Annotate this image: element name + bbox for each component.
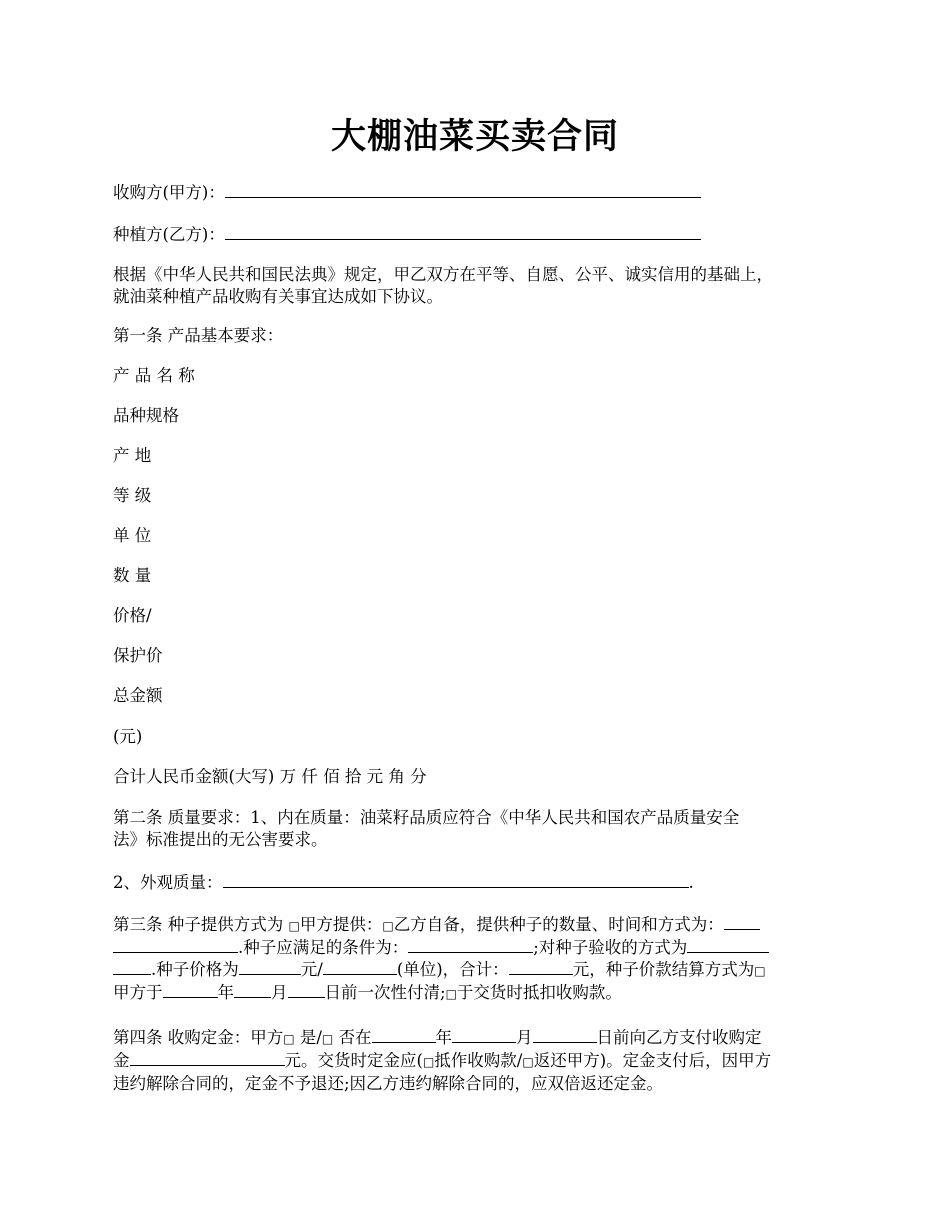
- article-3-text: 甲方于: [113, 983, 163, 1002]
- product-item: 总金额: [113, 686, 163, 705]
- seed-supply-blank[interactable]: [113, 937, 238, 953]
- checkbox-icon[interactable]: □: [522, 1055, 534, 1069]
- deposit-day-blank[interactable]: [533, 1027, 597, 1043]
- article-3-text: .种子价格为: [151, 960, 239, 979]
- appearance-end: .: [688, 873, 694, 892]
- product-item: 价格/: [113, 606, 152, 625]
- buyer-label: 收购方(甲方)：: [113, 183, 225, 202]
- checkbox-icon[interactable]: □: [422, 1055, 435, 1069]
- product-item: (元): [113, 727, 143, 746]
- deposit-month-blank[interactable]: [452, 1027, 516, 1043]
- product-item: 保护价: [113, 646, 163, 665]
- checkbox-icon[interactable]: □: [288, 919, 300, 933]
- seed-supply-blank[interactable]: [724, 914, 760, 930]
- article-4-line-3: 违约解除合同的，定金不予退还;因乙方违约解除合同的，应双倍返还定金。: [113, 1074, 664, 1093]
- intro-paragraph: [113, 264, 853, 308]
- grower-blank[interactable]: [225, 224, 701, 240]
- article-3-line-4: [113, 982, 853, 1005]
- seed-inspection-blank[interactable]: [113, 959, 151, 975]
- product-item: 单 位: [113, 526, 152, 545]
- article-4-line-1: [113, 1027, 853, 1050]
- article-3-text: ;对种子验收的方式为: [533, 938, 688, 957]
- article-3-text: 元/: [300, 960, 323, 979]
- article-3-line-2: [113, 937, 853, 959]
- article-4-text: 否在: [333, 1028, 372, 1047]
- article-3-text: 甲方提供：: [299, 915, 383, 934]
- deposit-amount-blank[interactable]: [130, 1050, 285, 1066]
- intro-line-2: 就油菜种植产品收购有关事宜达成如下协议。: [113, 287, 443, 306]
- appearance-quality-line: [113, 872, 853, 894]
- article-4-text: 日前向乙方支付收购定: [596, 1028, 762, 1047]
- article-3-text: 乙方自备，提供种子的数量、时间和方式为：: [393, 915, 724, 934]
- article-3-paragraph: [113, 914, 853, 1005]
- checkbox-icon[interactable]: □: [283, 1032, 295, 1046]
- product-item: 等 级: [113, 486, 152, 505]
- article-4-text: 第四条 收购定金：甲方: [113, 1028, 284, 1047]
- seed-unit-blank[interactable]: [323, 959, 397, 975]
- article-4-text: 元。交货时定金应(: [284, 1051, 423, 1070]
- article-2-line-2: 法》标准提出的无公害要求。: [113, 830, 328, 849]
- article-2-line-1: 第二条 质量要求：1、内在质量：油菜籽品质应符合《中华人民共和国农产品质量安全: [113, 808, 740, 827]
- article-2-paragraph: [113, 807, 853, 851]
- grower-line: [113, 224, 853, 246]
- article-3-line-3: [113, 959, 853, 982]
- product-item: 产 地: [113, 446, 152, 465]
- product-item: 品种规格: [113, 406, 179, 425]
- product-item: 产 品 名 称: [113, 366, 195, 385]
- article-3-text: 年: [217, 983, 234, 1002]
- article-4-paragraph: [113, 1027, 853, 1095]
- seed-total-blank[interactable]: [509, 959, 573, 975]
- article-4-text: 月: [516, 1028, 533, 1047]
- appearance-blank[interactable]: [223, 872, 689, 888]
- article-3-text: 第三条 种子提供方式为: [113, 915, 284, 934]
- article-1-title: 第一条 产品基本要求：: [113, 326, 284, 345]
- article-4-text: 年: [435, 1028, 452, 1047]
- article-4-text: 是/: [294, 1028, 322, 1047]
- article-3-text: .种子应满足的条件为：: [238, 938, 409, 957]
- grower-label: 种植方(乙方)：: [113, 225, 225, 244]
- seed-condition-blank[interactable]: [408, 937, 533, 953]
- buyer-blank[interactable]: [225, 182, 701, 198]
- article-3-line-1: [113, 914, 853, 937]
- article-3-text: 月: [271, 983, 288, 1002]
- article-3-text: 于交货时抵扣收购款。: [456, 983, 622, 1002]
- total-rmb-line: 合计人民币金额(大写) 万 仟 佰 拾 元 角 分: [113, 767, 427, 786]
- pay-year-blank[interactable]: [163, 982, 218, 998]
- article-4-line-2: [113, 1050, 853, 1073]
- checkbox-icon[interactable]: □: [321, 1032, 334, 1046]
- article-4-text: 金: [113, 1051, 130, 1070]
- pay-day-blank[interactable]: [288, 982, 325, 998]
- pay-month-blank[interactable]: [234, 982, 271, 998]
- article-4-text: 抵作收购款/: [434, 1051, 523, 1070]
- deposit-year-blank[interactable]: [372, 1027, 436, 1043]
- article-3-text: 日前一次性付清;: [324, 983, 446, 1002]
- checkbox-icon[interactable]: □: [445, 987, 457, 1001]
- seed-price-blank[interactable]: [239, 959, 301, 975]
- intro-line-1: 根据《中华人民共和国民法典》规定，甲乙双方在平等、自愿、公平、诚实信用的基础上，: [113, 265, 773, 284]
- article-3-text: (单位)，合计：: [396, 960, 509, 979]
- checkbox-icon[interactable]: □: [382, 919, 394, 933]
- article-4-text: 返还甲方)。定金支付后，因甲方: [533, 1051, 772, 1070]
- seed-inspection-blank[interactable]: [687, 937, 769, 953]
- checkbox-icon[interactable]: □: [754, 964, 766, 978]
- appearance-label: 2、外观质量：: [113, 873, 223, 892]
- product-item: 数 量: [113, 566, 152, 585]
- contract-title: 大棚油菜买卖合同: [330, 116, 619, 157]
- buyer-line: [113, 182, 853, 204]
- article-3-text: 元，种子价款结算方式为: [572, 960, 755, 979]
